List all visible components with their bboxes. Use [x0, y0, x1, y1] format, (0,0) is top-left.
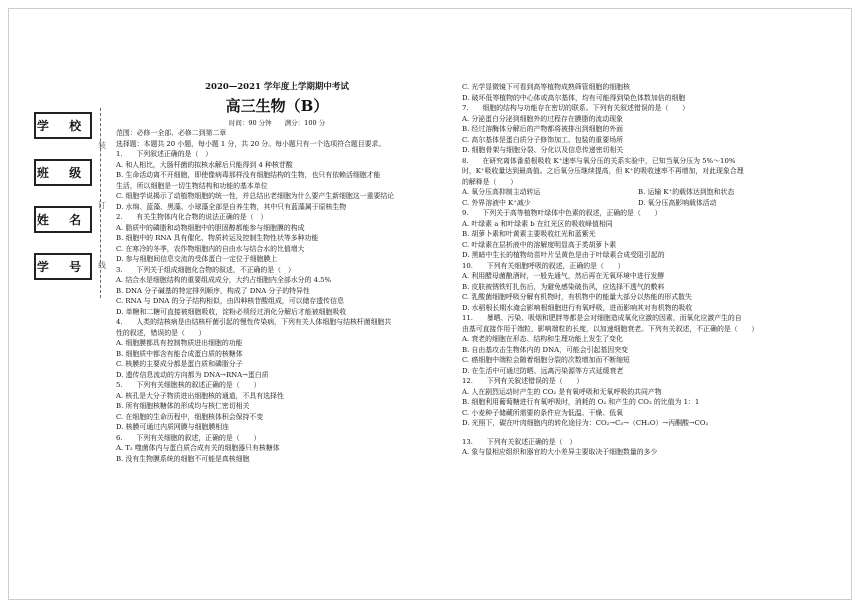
- text-line: C. RNA 与 DNA 的分子结构相似，由四种核苷酸组成，可以储存遗传信息: [116, 297, 344, 305]
- text-line: D. 破坏低等植物的中心体或高尔基体，均有可能得到染色体数加倍的细胞: [462, 93, 686, 102]
- text-line: D. 光照下，碳在叶肉细胞内的转化途径为：CO₂→C₃→（CH₂O）→丙酮酸→CO₂: [462, 419, 709, 427]
- spacer: [462, 429, 814, 437]
- text-line: B. DNA 分子碱基的特定排列顺序，构成了 DNA 分子的特异性: [116, 286, 310, 295]
- text-line: B. 胡萝卜素和叶黄素主要吸收红光和蓝紫光: [462, 230, 596, 238]
- q8-option-b: B. 运输 K⁺的载体达到饱和状态: [638, 188, 735, 196]
- text-line: B. 细胞质中都含有能合成蛋白质的核糖体: [116, 349, 243, 358]
- text-line: A. 脂质中的磷脂和动物细胞中的胆固醇都能参与细胞膜的构成: [116, 223, 305, 232]
- text-line: B. 细胞利用葡萄糖进行有氧呼吸时，消耗的 O₂ 和产生的 CO₂ 的比值为 1：1: [462, 398, 700, 406]
- school-field: 学 校: [34, 112, 92, 139]
- right-question-lines: [462, 82, 814, 187]
- q8-options-row-2: [462, 198, 814, 209]
- text-line: B. 细胞中的 RNA 具有催化、物质转运及控制生物性状等多种功能: [116, 234, 319, 242]
- text-line: D. 核膜可通过内质网膜与细胞膜相连: [116, 423, 230, 431]
- exam-meta: 时间：90 分钟 满分：100 分: [228, 118, 326, 127]
- student-id-field: 学 号: [34, 253, 92, 280]
- seal-char: 装: [98, 141, 106, 150]
- text-line: A. T₂ 噬菌体内与蛋白质合成有关的细胞器只有核糖体: [116, 444, 280, 452]
- text-line: D. 参与细胞间信息交流的受体蛋白一定位于细胞膜上: [116, 255, 278, 263]
- q8-option-d: D. 氧分压高影响载体活动: [638, 198, 717, 207]
- text-line: C. 核膜的主要成分都是蛋白质和磷脂分子: [116, 360, 243, 368]
- text-line: 由基可直接作用于端粒，影响端粒的长度，以加速细胞衰老。下列有关叙述，不正确的是（ ）: [462, 324, 759, 333]
- text-line: 生活，所以细胞是一切生物结构和功能的基本单位: [116, 181, 268, 190]
- q8-option-c: C. 外界溶液中 K⁺减少: [462, 198, 531, 207]
- text-line: B. 生命活动离不开细胞，即使像病毒那样没有细胞结构的生物，也只有依赖活细胞才能: [116, 171, 381, 179]
- text-line: C. 小麦种子储藏所需要的条件应为低温、干燥、低氧: [462, 408, 623, 417]
- text-line: A. 衰老的细胞在形态、结构和生理功能上发生了变化: [462, 335, 623, 343]
- text-line: 9. 下列关于高等植物叶绿体中色素的叙述，正确的是（ ）: [462, 209, 662, 217]
- text-line: D. 单糖和二糖可直接被细胞吸收，淀粉必须经过消化分解后才能被细胞吸收: [116, 307, 347, 316]
- text-line: 性的叙述，错误的是（ ）: [116, 328, 206, 337]
- text-line: 10. 下列有关细胞呼吸的叙述，正确的是（ ）: [462, 261, 625, 270]
- text-line: 时，K⁺吸收量达到最高值。之后氧分压继续提高，但 K⁺的吸收速率不再增加，对此现象合理: [462, 167, 744, 175]
- text-line: 13. 下列有关叙述正确的是（ ）: [462, 437, 577, 446]
- text-line: D. 黑暗中生长的植物幼苗叶片呈黄色是由于叶绿素合成受阻引起的: [462, 251, 665, 259]
- text-line: A. 人在剧烈运动时产生的 CO₂ 是有氧呼吸和无氧呼吸的共同产物: [462, 387, 662, 396]
- text-line: A. 分泌蛋白分泌到细胞外的过程存在膜脂的流动现象: [462, 114, 623, 123]
- text-line: A. 叶绿素 a 和叶绿素 b 在红光区的吸收峰值相同: [462, 219, 613, 228]
- left-column: [116, 82, 438, 464]
- exam-title: 2020—2021 学年度上学期期中考试: [205, 82, 349, 92]
- right-column: [462, 82, 814, 458]
- q8-option-a: A. 氧分压高抑制主动转运: [462, 188, 541, 196]
- text-line: B. 经过溶酶体分解后的产物都将被排出到细胞的外面: [462, 125, 624, 133]
- text-line: D. 水稻根长期水淹会影响根细胞进行有氧呼吸，进而影响其对有机物的吸收: [462, 303, 693, 312]
- text-line: B. 自由基攻击生物体内的 DNA，可能会引起基因突变: [462, 345, 628, 354]
- text-line: 7. 细胞的结构与功能存在密切的联系。下列有关叙述错误的是（ ）: [462, 104, 690, 112]
- text-line: C. 细胞学说揭示了动植物细胞的统一性，并总结出老细胞为什么要产生新细胞这一重要结论: [116, 192, 395, 200]
- text-line: A. 细胞膜都具有控制物质进出细胞的功能: [116, 339, 243, 347]
- seal-char: 线: [98, 261, 106, 270]
- subject-title: 高三生物（B）: [225, 96, 329, 115]
- text-line: 6. 下列有关细胞的叙述，正确的是（ ）: [116, 433, 261, 442]
- text-line: 12. 下列有关叙述错误的是（ ）: [462, 377, 584, 385]
- text-line: 范围：必修一全部、必修二到第二章: [116, 129, 227, 137]
- class-field: 班 级: [34, 159, 92, 186]
- right-question-lines-continued: [462, 208, 814, 458]
- text-line: 选择题：本题共 20 小题，每小题 1 分，共 20 分。每小题只有一个选项符合题目要求。: [116, 139, 386, 148]
- binding-strip: [34, 112, 92, 300]
- text-line: 4. 人类的结核病是由结核杆菌引起的慢性传染病，下列有关人体细胞与结核杆菌细胞共: [116, 318, 392, 326]
- text-line: A. 象与鼠相应组织和器官的大小差异主要取决于细胞数量的多少: [462, 448, 658, 456]
- text-line: A. 核孔是大分子物质进出细胞核的通道，不具有选择性: [116, 391, 284, 400]
- text-line: B. 皮肤被锈铁钉扎伤后，为避免感染破伤风，应选择不透气的敷料: [462, 282, 665, 291]
- text-line: A. 利用醋母菌酿酒时，一般先通气，然后再在无氧环境中进行发酵: [462, 272, 665, 280]
- name-field: 姓 名: [34, 206, 92, 233]
- text-line: C. 癌细胞中端粒会随着细胞分裂的次数增加而不断缩短: [462, 356, 630, 364]
- text-line: 3. 下列关于组成细胞化合物的叙述，不正确的是（ ）: [116, 265, 295, 274]
- q8-options-row-1: [462, 187, 814, 198]
- text-line: C. 在细胞的生命历程中，细胞核体积会保持不变: [116, 412, 264, 421]
- text-line: A. 和人相比，大肠杆菌的拟核水解后只能得到 4 种核苷酸: [116, 160, 293, 169]
- text-line: C. 叶绿素在层析液中的溶解度明显高于类胡萝卜素: [462, 240, 617, 249]
- text-line: 1. 下列叙述正确的是（ ）: [116, 150, 213, 158]
- text-line: 8. 在研究离体番茄根吸收 K⁺速率与氧分压的关系实验中，已知当氧分压为 5%～10%: [462, 156, 736, 165]
- text-line: D. 在生活中可通过防晒、远离污染源等方式延缓衰老: [462, 366, 624, 375]
- text-line: C. 在寒冷的冬季，农作物细胞内的自由水与结合水的比值增大: [116, 244, 305, 253]
- text-line: D. 细胞骨架与细胞分裂、分化以及信息传递密切相关: [462, 146, 624, 154]
- text-line: A. 结合水是细胞结构的重要组成成分，大约占细胞内全部水分的 4.5%: [116, 276, 332, 284]
- text-line: B. 所有细胞核糖体的形成均与核仁密切相关: [116, 402, 250, 410]
- text-line: C. 高尔基体是蛋白质分子修饰加工、包装的重要场所: [462, 135, 623, 144]
- text-line: 5. 下列有关细胞核的叙述正确的是（ ）: [116, 381, 261, 389]
- text-line: C. 乳酸菌细胞呼吸分解有机物时，有机物中的能量大部分以热能的形式散失: [462, 293, 692, 301]
- text-line: C. 光学显微镜下可看到高等植物成熟筛管细胞的细胞核: [462, 83, 630, 91]
- text-line: 2. 有关生物体内化合物的说法正确的是（ ）: [116, 213, 268, 221]
- text-line: D. 水绵、蓝藻、黑藻、小球藻全部是自养生物，其中只有蓝藻属于原核生物: [116, 202, 347, 211]
- text-line: D. 遗传信息流动的方向都为 DNA→RNA→蛋白质: [116, 370, 269, 379]
- text-line: B. 没有生物膜系统的细胞不可能是真核细胞: [116, 454, 250, 463]
- left-question-lines: [116, 128, 438, 464]
- seal-char: 订: [98, 201, 106, 210]
- text-line: 11. 暴晒、污染、吸烟和肥胖等都是会对细胞造成氧化应激的因素，而氧化应激产生的自: [462, 314, 742, 322]
- text-line: 的解释是（ ）: [462, 177, 518, 186]
